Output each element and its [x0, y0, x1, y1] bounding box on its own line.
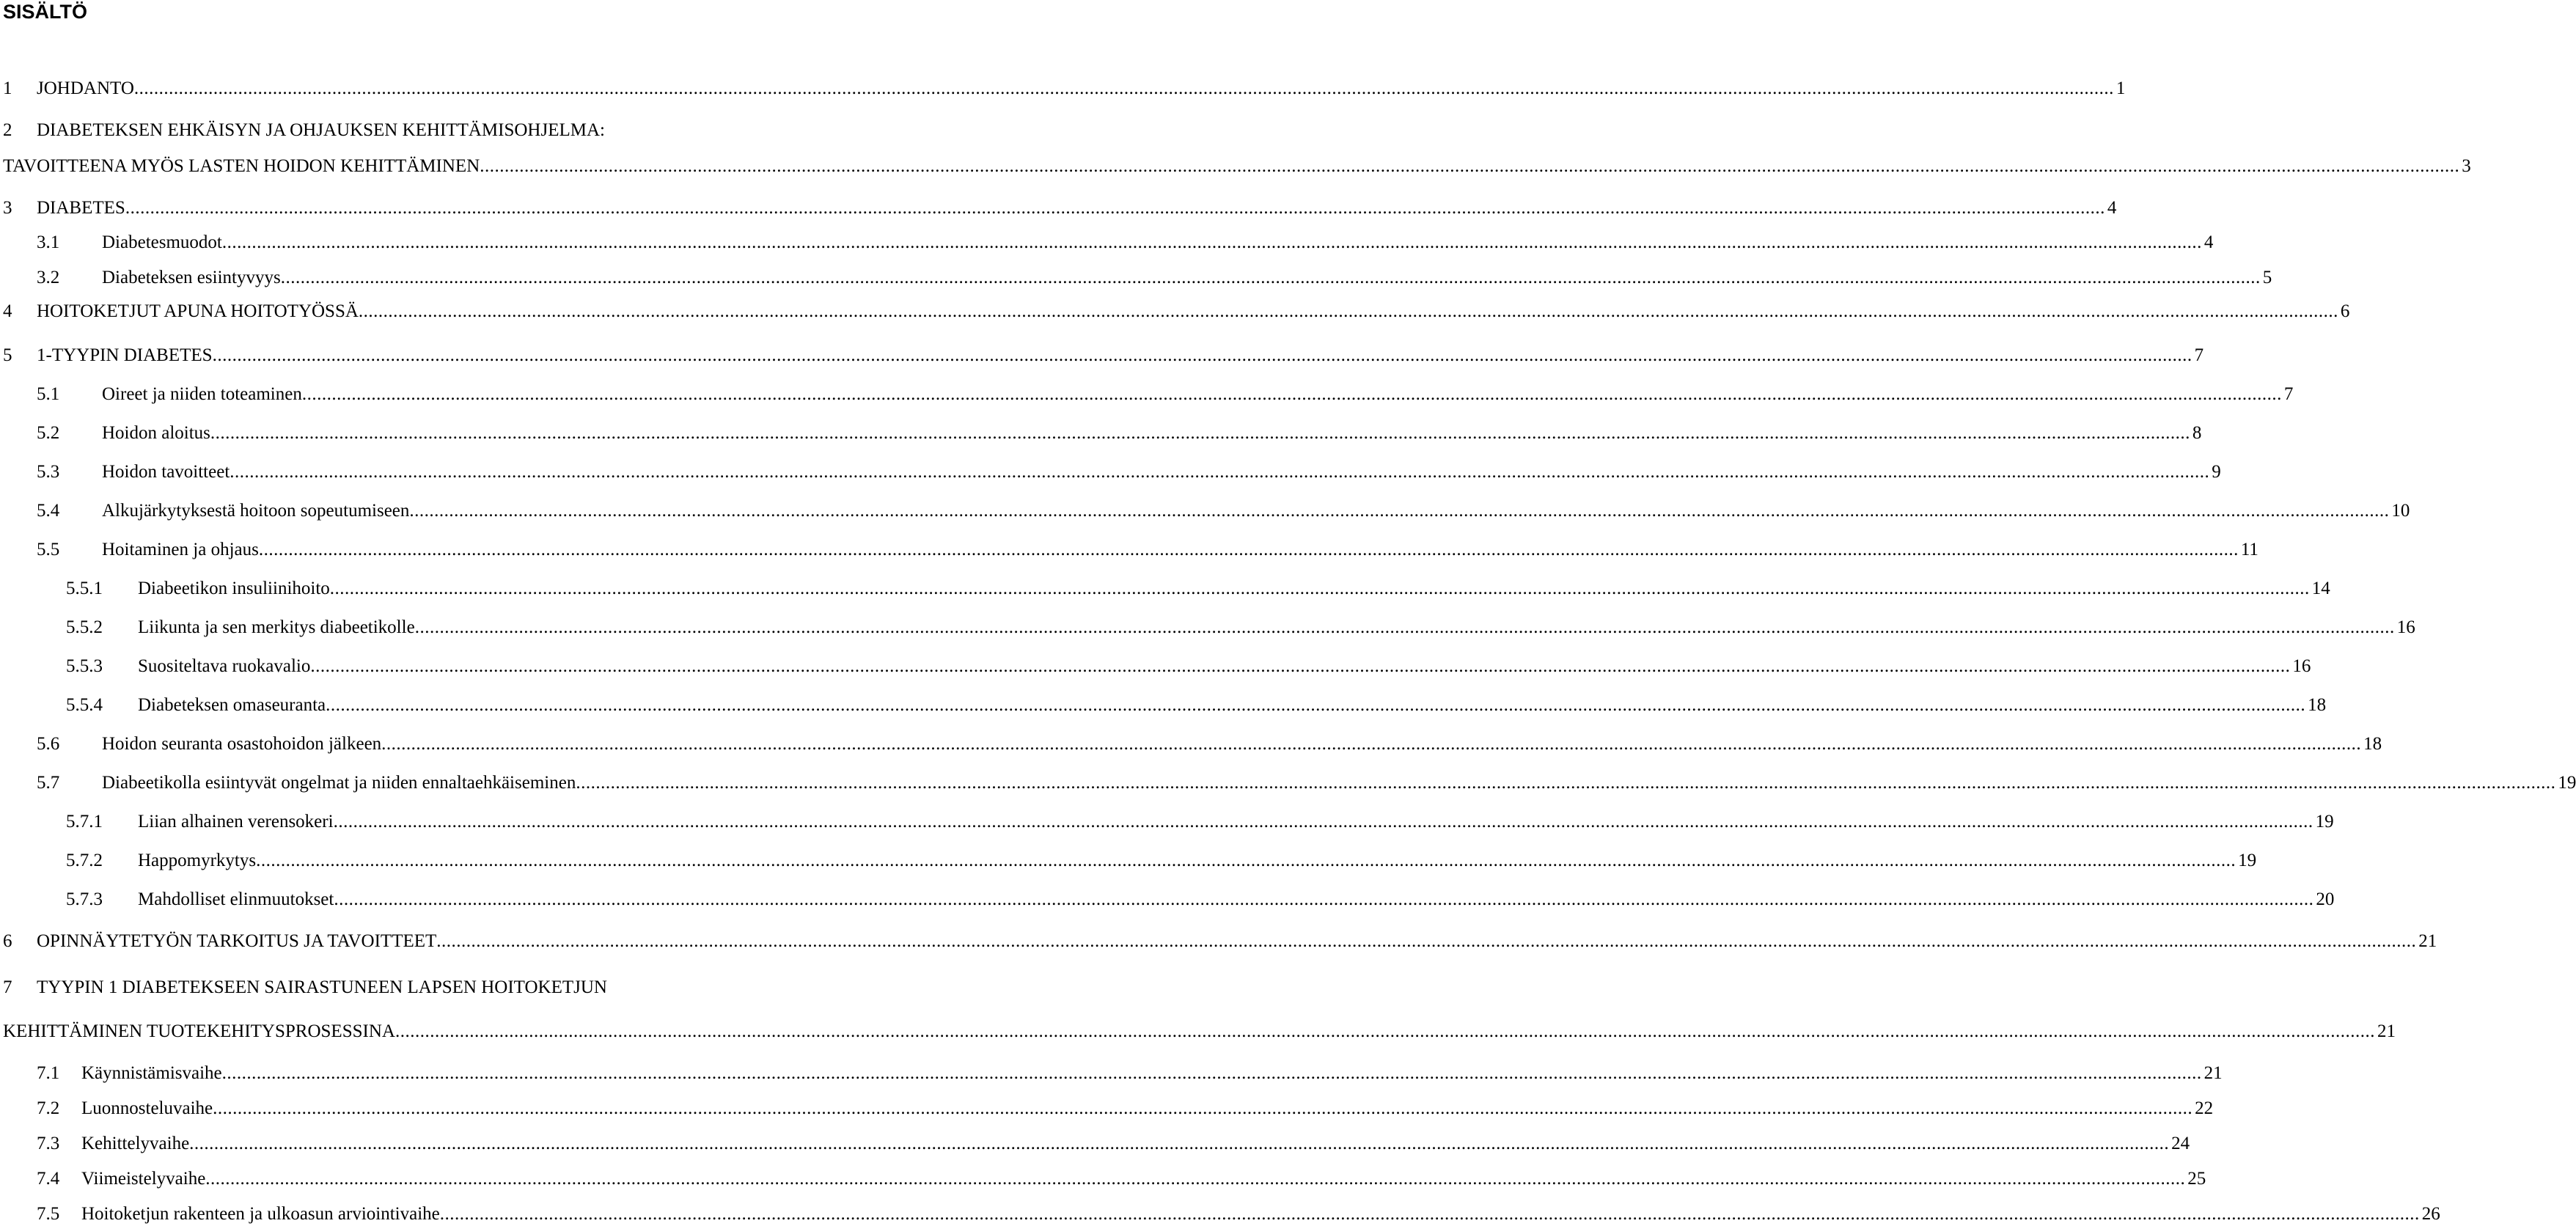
toc-page-number: 4 — [2107, 198, 2117, 218]
toc-entry-label: Kehittelyvaihe — [81, 1133, 190, 1153]
toc-entry-number: 5 — [3, 345, 12, 365]
toc-entry-label: Oireet ja niiden toteaminen — [102, 384, 302, 404]
toc-entry-number: 5.7.2 — [66, 851, 103, 870]
toc-leader-dots: ................................................................................................................................................................................................................................................................................................................................................................................................................ — [301, 384, 2282, 404]
toc-page-number: 4 — [2203, 232, 2214, 252]
toc-entry-number: 5.4 — [37, 501, 60, 521]
toc-entry[interactable] — [66, 888, 2335, 911]
toc-entry[interactable] — [66, 810, 2334, 834]
toc-entry[interactable] — [66, 616, 2415, 639]
toc-entry-number: 7.4 — [37, 1168, 60, 1189]
toc-entry-number: 6 — [3, 931, 12, 951]
toc-entry-number: 5.5.3 — [66, 656, 103, 676]
toc-entry-label: DIABETEKSEN EHKÄISYN JA OHJAUKSEN KEHITTÄMISOHJELMA: — [37, 120, 605, 140]
toc-entry[interactable] — [37, 383, 2294, 406]
toc-entry-label: Alkujärkytyksestä hoitoon sopeutumiseen — [102, 501, 410, 521]
toc-entry[interactable] — [3, 976, 669, 999]
toc-leader-dots: ................................................................................................................................................................................................................................................................................................................................................................................................................ — [230, 462, 2210, 482]
toc-entry[interactable] — [37, 1097, 2214, 1120]
toc-leader-dots: ................................................................................................................................................................................................................................................................................................................................................................................................................ — [256, 851, 2236, 870]
toc-leader-dots: ................................................................................................................................................................................................................................................................................................................................................................................................................ — [133, 78, 2114, 98]
toc-leader-dots: ................................................................................................................................................................................................................................................................................................................................................................................................................ — [576, 773, 2556, 793]
toc-leader-dots: ................................................................................................................................................................................................................................................................................................................................................................................................................ — [280, 268, 2261, 287]
toc-page-number: 24 — [2171, 1133, 2190, 1153]
toc-page-number: 16 — [2396, 617, 2415, 637]
toc-page-number: 20 — [2316, 889, 2335, 909]
toc-entry-number: 3 — [3, 198, 12, 218]
toc-entry-label: Hoitaminen ja ohjaus — [102, 540, 259, 559]
toc-entry-label: DIABETES — [37, 198, 125, 218]
toc-page-number: 25 — [2187, 1168, 2206, 1189]
toc-entry-label: Käynnistämisvaihe — [81, 1063, 222, 1083]
toc-entry-label: Liian alhainen verensokeri — [138, 812, 334, 832]
toc-leader-dots: ................................................................................................................................................................................................................................................................................................................................................................................................................ — [258, 540, 2239, 559]
toc-entry-number: 7.1 — [37, 1063, 60, 1083]
toc-entry[interactable] — [66, 655, 2311, 678]
toc-entry[interactable] — [3, 1020, 2396, 1043]
toc-entry-number: 2 — [3, 120, 12, 140]
toc-page-number: 11 — [2240, 540, 2258, 559]
toc-entry-label: Diabeteksen omaseuranta — [138, 695, 326, 715]
toc-page-number: 21 — [2377, 1021, 2396, 1041]
toc-entry-number: 5.7.3 — [66, 889, 103, 909]
toc-page-number: 8 — [2192, 423, 2202, 443]
toc-page-number: 7 — [2194, 345, 2204, 365]
toc-entry-number: 5.2 — [37, 423, 60, 443]
toc-page-number: 14 — [2311, 579, 2330, 598]
toc-entry-number: 7.2 — [37, 1098, 60, 1118]
toc-entry-number: 4 — [3, 301, 12, 321]
toc-entry[interactable] — [37, 1132, 2190, 1156]
toc-leader-dots: ................................................................................................................................................................................................................................................................................................................................................................................................................ — [439, 1203, 2420, 1224]
toc-entry[interactable] — [37, 1062, 2223, 1085]
toc-entry-label: TYYPIN 1 DIABETEKSEEN SAIRASTUNEEN LAPSEN HOITOKETJUN — [37, 977, 607, 997]
toc-page-number: 1 — [2116, 78, 2126, 98]
toc-entry-label: JOHDANTO — [37, 78, 134, 98]
toc-page-number: 21 — [2203, 1063, 2223, 1083]
toc-page-number: 16 — [2292, 656, 2311, 676]
toc-entry-number: 7.3 — [37, 1133, 60, 1153]
toc-entry-label: Hoidon seuranta osastohoidon jälkeen — [102, 734, 382, 754]
toc-entry-number: 5.1 — [37, 384, 60, 404]
toc-entry[interactable] — [37, 499, 2410, 523]
toc-entry-label: Hoitoketjun rakenteen ja ulkoasun arviointivaihe — [81, 1203, 440, 1224]
toc-entry-label: TAVOITTEENA MYÖS LASTEN HOIDON KEHITTÄMINEN — [3, 156, 480, 176]
toc-leader-dots: ................................................................................................................................................................................................................................................................................................................................................................................................................ — [480, 156, 2460, 176]
toc-entry[interactable] — [66, 849, 2257, 873]
toc-entry-label: Happomyrkytys — [138, 851, 257, 870]
toc-entry-label: 1-TYYPIN DIABETES — [37, 345, 213, 365]
toc-leader-dots: ................................................................................................................................................................................................................................................................................................................................................................................................................ — [381, 734, 2362, 754]
toc-entry[interactable] — [37, 1167, 2206, 1191]
toc-entry-label: Diabeetikon insuliinihoito — [138, 579, 330, 598]
toc-entry-label: Hoidon aloitus — [102, 423, 210, 443]
toc-entry-number: 5.3 — [37, 462, 60, 482]
toc-page-number: 10 — [2391, 501, 2410, 521]
toc-entry[interactable] — [3, 344, 2204, 367]
toc-entry-label: Liikunta ja sen merkitys diabeetikolle — [138, 617, 415, 637]
toc-leader-dots: ................................................................................................................................................................................................................................................................................................................................................................................................................ — [334, 889, 2314, 909]
toc-entry-number: 5.5.2 — [66, 617, 103, 637]
toc-leader-dots: ................................................................................................................................................................................................................................................................................................................................................................................................................ — [409, 501, 2390, 521]
toc-leader-dots: ................................................................................................................................................................................................................................................................................................................................................................................................................ — [329, 579, 2310, 598]
toc-entry[interactable] — [37, 538, 2258, 562]
toc-leader-dots: ................................................................................................................................................................................................................................................................................................................................................................................................................ — [212, 345, 2192, 365]
toc-leader-dots: ................................................................................................................................................................................................................................................................................................................................................................................................................ — [436, 931, 2417, 951]
toc-leader-dots: ................................................................................................................................................................................................................................................................................................................................................................................................................ — [333, 812, 2313, 832]
toc-page-number: 3 — [2462, 156, 2471, 176]
toc-entry-number: 5.5.4 — [66, 695, 103, 715]
toc-entry[interactable] — [37, 266, 2272, 290]
toc-entry-label: Mahdolliset elinmuutokset — [138, 889, 334, 909]
toc-leader-dots: ................................................................................................................................................................................................................................................................................................................................................................................................................ — [310, 656, 2291, 676]
toc-entry[interactable] — [3, 197, 2117, 220]
toc-entry-number: 3.1 — [37, 232, 60, 252]
toc-entry-label: OPINNÄYTETYÖN TARKOITUS JA TAVOITTEET — [37, 931, 437, 951]
toc-page-number: 19 — [2315, 812, 2334, 832]
toc-entry[interactable] — [3, 155, 2471, 178]
toc-leader-dots: ................................................................................................................................................................................................................................................................................................................................................................................................................ — [221, 232, 2202, 252]
toc-leader-dots: ................................................................................................................................................................................................................................................................................................................................................................................................................ — [189, 1133, 2170, 1153]
toc-leader-dots: ................................................................................................................................................................................................................................................................................................................................................................................................................ — [326, 695, 2306, 715]
toc-leader-dots: ................................................................................................................................................................................................................................................................................................................................................................................................................ — [358, 301, 2338, 321]
toc-entry-label: Diabeteksen esiintyvyys — [102, 268, 281, 287]
toc-page-number: 9 — [2212, 462, 2221, 482]
toc-entry[interactable] — [37, 733, 2382, 756]
toc-page-number: 18 — [2308, 695, 2327, 715]
toc-entry-number: 7.5 — [37, 1203, 60, 1224]
toc-page-number: 18 — [2363, 734, 2382, 754]
toc-entry[interactable] — [3, 300, 2350, 323]
toc-page-number: 22 — [2195, 1098, 2214, 1118]
toc-entry-number: 5.6 — [37, 734, 60, 754]
toc-entry-number: 1 — [3, 78, 12, 98]
toc-entry-number: 3.2 — [37, 268, 60, 287]
toc-entry[interactable] — [3, 119, 669, 142]
toc-entry-label: KEHITTÄMINEN TUOTEKEHITYSPROSESSINA — [3, 1021, 395, 1041]
toc-entry-label: Viimeistelyvaihe — [81, 1168, 206, 1189]
toc-leader-dots: ................................................................................................................................................................................................................................................................................................................................................................................................................ — [205, 1168, 2186, 1189]
toc-entry-number: 5.5.1 — [66, 579, 103, 598]
toc-entry[interactable] — [66, 577, 2330, 601]
toc-entry[interactable] — [37, 460, 2221, 484]
toc-entry[interactable] — [37, 231, 2214, 254]
toc-page-number: 26 — [2421, 1203, 2440, 1224]
toc-leader-dots: ................................................................................................................................................................................................................................................................................................................................................................................................................ — [213, 1098, 2193, 1118]
toc-page-number: 5 — [2262, 268, 2272, 287]
toc-leader-dots: ................................................................................................................................................................................................................................................................................................................................................................................................................ — [414, 617, 2395, 637]
toc-entry-number: 7 — [3, 977, 12, 997]
toc-entry-label: Luonnosteluvaihe — [81, 1098, 213, 1118]
toc-leader-dots: ................................................................................................................................................................................................................................................................................................................................................................................................................ — [210, 423, 2190, 443]
toc-page-number: 7 — [2283, 384, 2294, 404]
toc-entry-number: 5.5 — [37, 540, 60, 559]
toc-entry-number: 5.7 — [37, 773, 60, 793]
toc-page-number: 19 — [2558, 773, 2576, 793]
toc-leader-dots: ................................................................................................................................................................................................................................................................................................................................................................................................................ — [221, 1063, 2202, 1083]
toc-entry[interactable] — [3, 77, 2126, 100]
toc-entry-label: HOITOKETJUT APUNA HOITOTYÖSSÄ — [37, 301, 359, 321]
toc-entry[interactable] — [37, 422, 2202, 445]
toc-page-number: 19 — [2238, 851, 2257, 870]
toc-entry-label: Hoidon tavoitteet — [102, 462, 230, 482]
toc-leader-dots: ................................................................................................................................................................................................................................................................................................................................................................................................................ — [395, 1021, 2375, 1041]
toc-entry[interactable] — [66, 694, 2327, 717]
toc-page-number: 6 — [2340, 301, 2350, 321]
toc-entry-number: 5.7.1 — [66, 812, 103, 832]
toc-entry-label: Diabetesmuodot — [102, 232, 222, 252]
toc-entry[interactable] — [37, 1203, 2440, 1226]
page-title: SISÄLTÖ — [3, 1, 88, 23]
toc-leader-dots: ................................................................................................................................................................................................................................................................................................................................................................................................................ — [125, 198, 2105, 218]
toc-entry-label: Suositeltava ruokavalio — [138, 656, 311, 676]
toc-entry[interactable] — [3, 930, 2437, 953]
toc-entry-label: Diabeetikolla esiintyvät ongelmat ja niiden ennaltaehkäiseminen — [102, 773, 576, 793]
toc-entry[interactable] — [37, 771, 2576, 795]
toc-page-number: 21 — [2418, 931, 2437, 951]
